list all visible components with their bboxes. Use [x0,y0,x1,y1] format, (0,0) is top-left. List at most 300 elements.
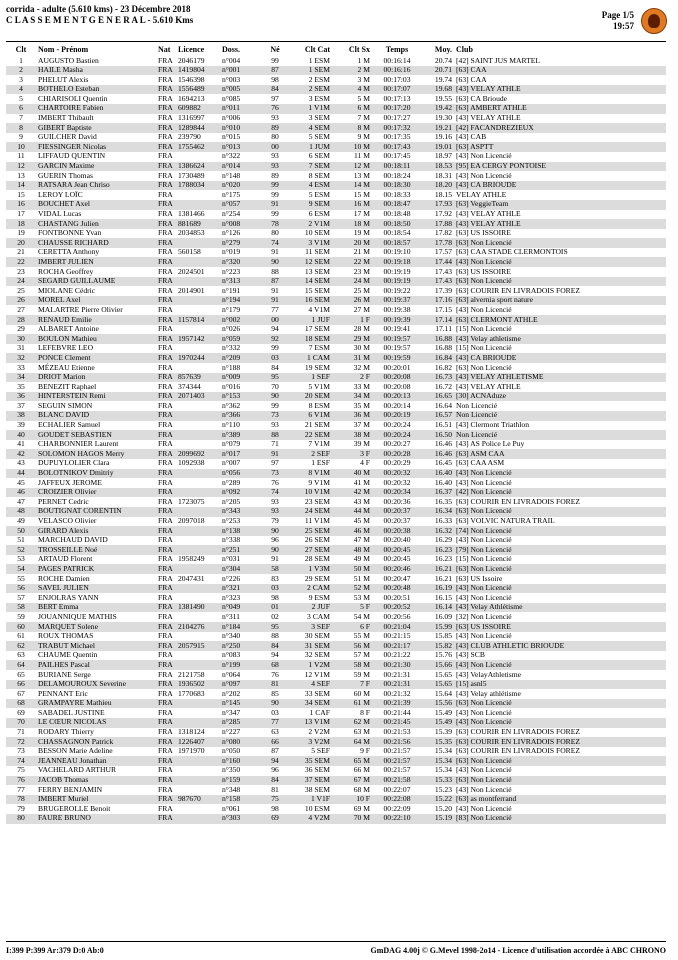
table-row [6,277,666,287]
cell-rank: 65 [17,670,25,679]
cell-time: 00:22:10 [372,814,422,824]
table-row [6,756,666,766]
cell-nationality: FRA [158,804,173,813]
table-row [6,526,666,536]
cell-club: [43] Non Licencié [456,631,512,641]
cell-nationality: FRA [158,785,173,794]
cell-nationality: FRA [156,660,176,670]
cell-name: ENJOLRAS YANN [38,593,99,602]
cell-rank: 46 [6,488,36,498]
cell-nationality: FRA [158,478,173,487]
cell-time: 00:20:46 [372,564,422,574]
cell-sex-rank: 70 M [332,814,372,824]
cell-speed: 16.19 [422,584,454,594]
cell-speed: 19.55 [434,94,452,103]
table-row [6,545,666,555]
cell-nationality: FRA [156,181,176,191]
cell-time: 00:19:18 [372,257,422,267]
cell-sex-rank: 12 M [332,162,372,172]
cell-speed: 17.44 [422,257,454,267]
cell-club: [43] Non Licencié [456,708,512,717]
cell-club: [43] VelayAthletisme [456,670,522,679]
cell-license: 2046179 [178,56,205,65]
organizer-logo [641,8,667,34]
cell-license [176,257,220,267]
cell-bib: n°313 [220,277,262,287]
table-row [6,564,666,574]
cell-birth-year: 99 [271,209,279,218]
cell-name: LEFEBVRE LEO [38,343,94,353]
cell-license [176,411,220,421]
cell-name: FERRY BENJAMIN [38,785,103,794]
cell-category-rank: 10 V1M [288,488,332,498]
cell-nationality: FRA [158,171,173,180]
cell-bib: n°009 [220,373,262,383]
cell-nationality: FRA [156,603,176,613]
cell-name: BESSON Marie Adeline [38,746,113,756]
cell-rank: 18 [6,219,36,229]
column-header-bib: Doss. [222,44,241,54]
cell-club: [43] Non Licencié [454,660,666,670]
cell-sex-rank: 25 M [353,286,370,295]
cell-name: IMBERT Muriel [36,795,156,805]
cell-sex-rank: 20 M [332,238,372,248]
print-time: 19:57 [613,21,634,31]
cell-birth-year: 00 [262,142,288,152]
cell-name: BOUCHET Axel [36,200,156,210]
cell-license: 1381466 [178,209,205,218]
cell-sex-rank: 28 M [353,324,370,334]
cell-time: 00:20:45 [372,545,422,555]
table-row [6,248,666,258]
cell-license: 1386624 [176,162,220,172]
table-row [6,584,666,594]
cell-category-rank: 17 SEM [304,324,330,334]
cell-nationality: FRA [158,420,173,430]
cell-bib: n°184 [220,622,262,632]
page-info [602,10,634,32]
cell-category-rank: 6 V1M [288,411,332,421]
cell-time: 00:19:19 [372,277,422,287]
cell-license [176,564,220,574]
cell-name: ROUX THOMAS [38,631,94,641]
cell-club: [43] CAB [456,132,487,142]
cell-license [176,344,220,354]
cell-club: [63] VeggieTeam [454,200,666,210]
cell-time: 00:19:37 [372,296,422,306]
cell-category-rank: 33 SEM [304,689,330,698]
cell-nationality: FRA [158,516,173,525]
cell-sex-rank: 1 F [332,315,372,325]
cell-license [176,785,220,795]
cell-rank: 76 [6,776,36,786]
cell-sex-rank: 56 M [332,641,372,651]
cell-nationality: FRA [156,622,176,632]
cell-sex-rank: 7 F [332,680,372,690]
cell-sex-rank: 68 M [353,785,370,794]
cell-nationality: FRA [156,507,176,517]
cell-name: BOUTIGNAT CORENTIN [36,507,156,517]
cell-sex-rank: 57 M [353,650,370,660]
cell-rank: 63 [17,650,25,660]
cell-category-rank: 5 SEM [308,132,330,142]
footer-license: GmDAG 4.00j © G.Mevel 1998-2o14 - Licence d'utilisation accordée à ABC CHRONO [370,946,666,955]
cell-rank: 61 [17,631,25,641]
cell-category-rank: 4 SEM [288,123,332,133]
cell-birth-year: 91 [271,554,279,564]
cell-rank: 15 [17,190,25,199]
cell-birth-year: 91 [262,200,288,210]
cell-license [176,296,220,306]
table-row [6,200,666,210]
cell-sex-rank: 39 M [353,439,370,449]
cell-name: BURIANE Serge [38,670,91,679]
cell-category-rank: 2 CAM [288,584,332,594]
table-row [6,181,666,191]
cell-rank: 73 [17,746,25,756]
cell-license: 857639 [176,373,220,383]
cell-club: [63] Non Licencié [454,756,666,766]
cell-category-rank: 9 SEM [288,200,332,210]
cell-time: 00:18:24 [383,171,411,180]
cell-license: 1770683 [178,689,205,698]
cell-license: 1936502 [176,680,220,690]
cell-speed: 15.99 [422,622,454,632]
cell-category-rank: 1 JUF [288,315,332,325]
cell-nationality: FRA [156,449,176,459]
cell-sex-rank: 17 M [353,209,370,218]
cell-name: VACHELARD ARTHUR [38,765,117,775]
cell-speed: 15.34 [434,746,452,756]
cell-name: PAGES PATRICK [36,564,156,574]
cell-license: 1957142 [176,334,220,344]
cell-club: [43] Non Licencié [456,478,512,487]
cell-sex-rank: 46 M [332,526,372,536]
cell-time: 00:19:57 [372,334,422,344]
cell-birth-year: 58 [262,564,288,574]
cell-category-rank: 4 ESM [288,181,332,191]
cell-name: SEGARD GUILLAUME [36,277,156,287]
cell-bib: n°145 [220,699,262,709]
cell-license [176,593,220,603]
cell-time: 00:21:44 [383,708,411,717]
cell-category-rank: 12 SEM [288,257,332,267]
cell-rank: 53 [17,554,25,564]
cell-name: GOUDET SEBASTIEN [36,430,156,440]
cell-category-rank: 3 ESM [308,94,330,103]
cell-name: JAFFEUX JEROME [38,478,102,487]
cell-license [176,526,220,536]
cell-sex-rank: 6 F [332,622,372,632]
cell-bib: n°362 [222,401,241,410]
table-row [6,804,666,814]
table-row [6,747,666,757]
table-row [6,449,666,459]
cell-name: BLANC DAVID [36,411,156,421]
cell-name: SAVEL JULIEN [36,584,156,594]
cell-bib: n°056 [220,469,262,479]
table-row [6,622,666,632]
table-row [6,670,666,680]
cell-nationality: FRA [158,746,173,756]
cell-speed: 15.49 [434,708,452,717]
cell-nationality: FRA [156,66,176,76]
cell-nationality: FRA [158,401,173,410]
cell-rank: 75 [17,765,25,775]
cell-time: 00:22:08 [372,795,422,805]
cell-speed: 16.82 [434,363,452,372]
cell-club: [43] Clermont Triathlon [456,420,529,430]
cell-nationality: FRA [158,363,173,372]
table-row [6,286,666,296]
cell-sex-rank: 19 M [353,228,370,238]
column-header-speed: Moy. [434,44,452,54]
cell-speed: 16.21 [434,574,452,583]
table-row [6,459,666,469]
cell-birth-year: 99 [262,181,288,191]
column-header-name: Nom - Prénom [38,44,89,54]
cell-sex-rank: 8 M [332,123,372,133]
table-row [6,440,666,450]
cell-sex-rank: 40 M [332,469,372,479]
cell-bib: n°092 [220,488,262,498]
cell-sex-rank: 7 M [357,113,370,123]
cell-club: [43] Non Licencié [456,305,512,314]
cell-time: 00:21:58 [372,776,422,786]
cell-category-rank: 5 SEF [311,746,330,756]
cell-bib: n°158 [220,795,262,805]
cell-club: [15] Non Licencié [456,324,512,334]
cell-sex-rank: 6 M [332,104,372,114]
cell-sex-rank: 9 M [357,132,370,142]
cell-speed: 15.82 [422,641,454,651]
cell-license: 2104276 [176,622,220,632]
table-row [6,469,666,479]
cell-club: [43] Non Licencié [456,765,512,775]
cell-time: 00:17:43 [372,142,422,152]
cell-speed: 20.71 [422,66,454,76]
cell-speed: 17.16 [422,296,454,306]
cell-nationality: FRA [158,535,173,545]
cell-license [176,305,220,315]
cell-birth-year: 74 [262,488,288,498]
cell-name: HAILE Masha [36,66,156,76]
cell-time: 00:21:57 [383,746,411,756]
cell-category-rank: 11 SEM [305,247,330,257]
cell-bib: n°188 [222,363,241,372]
table-row [6,382,666,392]
cell-bib: n°148 [222,171,241,180]
cell-category-rank: 1 V2M [288,660,332,670]
cell-rank: 28 [6,315,36,325]
table-row [6,795,666,805]
cell-bib: n°343 [220,507,262,517]
table-row [6,133,666,143]
cell-time: 00:18:50 [372,219,422,229]
cell-time: 00:19:59 [372,353,422,363]
cell-birth-year: 78 [262,219,288,229]
cell-speed: 15.19 [422,814,454,824]
cell-rank: 35 [17,382,25,391]
column-header-rank: Clt [15,44,27,54]
cell-category-rank: 28 SEM [304,554,330,564]
cell-club: [43] Non Licencié [456,151,512,161]
cell-birth-year: 98 [271,804,279,813]
cell-club: [63] Non Licencié [454,776,666,786]
cell-speed: 17.88 [422,219,454,229]
cell-category-rank: 4 V1M [308,305,330,314]
cell-name: PERNET Cedric [38,497,89,506]
cell-rank: 70 [6,718,36,728]
cell-category-rank: 1 V3M [288,564,332,574]
cell-name: JEANNEAU Jonathan [36,756,156,766]
cell-speed: 16.72 [434,382,452,391]
cell-category-rank: 23 SEM [304,497,330,506]
cell-bib: n°080 [220,737,262,747]
cell-speed: 19.42 [422,104,454,114]
table-row [6,718,666,728]
cell-club: [63] COURIR EN LIVRADOIS FOREZ [454,737,666,747]
cell-bib: n°160 [220,756,262,766]
table-row [6,651,666,661]
cell-time: 00:19:41 [383,324,411,334]
cell-sex-rank: 13 M [353,171,370,180]
cell-birth-year: 98 [271,593,279,602]
cell-license [176,238,220,248]
cell-name: ROCHE Damien [38,574,90,583]
cell-nationality: FRA [158,382,173,391]
cell-club: [63] COURIR EN LIVRADOIS FOREZ [456,727,581,737]
cell-category-rank: 3 V1M [288,238,332,248]
table-row [6,114,666,124]
cell-birth-year: 94 [271,324,279,334]
cell-time: 00:20:37 [383,516,411,525]
cell-birth-year: 91 [262,296,288,306]
cell-bib: n°251 [220,545,262,555]
cell-category-rank: 2 SEM [288,85,332,95]
cell-club: [43] CLUB ATHLETIC BRIOUDE [454,641,666,651]
cell-time: 00:20:24 [383,420,411,430]
cell-speed: 16.57 [422,411,454,421]
cell-category-rank: 7 SEM [288,162,332,172]
cell-birth-year: 03 [262,584,288,594]
cell-rank: 3 [19,75,23,84]
cell-category-rank: 6 SEM [308,151,330,161]
cell-time: 00:20:28 [372,449,422,459]
cell-name: ECHALIER Samuel [38,420,101,430]
cell-nationality: FRA [158,727,173,737]
cell-category-rank: 4 V2M [288,814,332,824]
cell-sex-rank: 66 M [353,765,370,775]
cell-time: 00:21:04 [372,622,422,632]
cell-birth-year: 88 [262,430,288,440]
cell-nationality: FRA [156,411,176,421]
cell-club: [95] EA CERGY PONTOISE [454,162,666,172]
table-row [6,766,666,776]
table-row [6,94,666,104]
table-row [6,296,666,306]
cell-name: SABADEL JUSTINE [38,708,105,717]
cell-category-rank: 2 SEF [288,449,332,459]
cell-bib: n°014 [220,162,262,172]
cell-category-rank: 2 V2M [308,727,330,737]
cell-birth-year: 95 [262,373,288,383]
cell-club: [43] Non Licencié [454,718,666,728]
cell-name: DUPUYLOLIER Clara [38,458,110,468]
cell-club: [63] CAA [456,75,487,84]
cell-bib: n°050 [222,746,241,756]
cell-sex-rank: 11 M [354,151,370,161]
cell-speed: 16.33 [434,516,452,525]
cell-nationality: FRA [156,85,176,95]
cell-name: GIRARD Alexis [36,526,156,536]
cell-club: [43] SCB [456,650,485,660]
cell-speed: 15.66 [422,660,454,670]
cell-speed: 18.97 [434,151,452,161]
cell-nationality: FRA [156,564,176,574]
cell-category-rank: 1 SEM [288,66,332,76]
table-row [6,574,666,584]
cell-rank: 40 [6,430,36,440]
table-row [6,66,666,76]
cell-nationality: FRA [158,612,173,621]
cell-license [176,545,220,555]
cell-license: 1381490 [176,603,220,613]
cell-bib: n°321 [220,584,262,594]
cell-speed: 15.64 [434,689,452,698]
cell-bib: n°015 [222,132,241,142]
cell-license: 2024501 [178,267,205,276]
cell-name: MÉZEAU Etienne [38,363,95,372]
cell-club: [43] Velay athletisme [454,334,666,344]
table-row [6,305,666,315]
cell-time: 00:21:57 [383,765,411,775]
cell-name: DRIOT Marion [36,373,156,383]
cell-sex-rank: 42 M [332,488,372,498]
cell-nationality: FRA [156,756,176,766]
cell-category-rank: 4 SEF [288,680,332,690]
cell-time: 00:16:14 [383,56,411,65]
cell-speed: 19.30 [434,113,452,123]
cell-time: 00:19:38 [383,305,411,314]
cell-speed: 18.20 [422,181,454,191]
cell-club: [43] Non Licencié [454,257,666,267]
cell-sex-rank: 35 M [353,401,370,410]
cell-time: 00:20:47 [383,574,411,583]
cell-rank: 1 [19,56,23,65]
table-row [6,612,666,622]
cell-sex-rank: 44 M [332,507,372,517]
cell-birth-year: 95 [262,622,288,632]
cell-license: 1092938 [178,458,205,468]
table-row [6,344,666,354]
cell-name: ROCHA Geoffrey [38,267,94,276]
cell-license [176,584,220,594]
cell-rank: 31 [17,343,25,353]
cell-name: RENAUD Emilie [36,315,156,325]
cell-speed: 15.22 [422,795,454,805]
cell-name: ALBARET Antoine [38,324,99,334]
cell-club: [32] Non Licencié [456,612,512,621]
results-table [6,44,666,824]
cell-time: 00:18:54 [383,228,411,238]
cell-sex-rank: 64 M [332,737,372,747]
cell-time: 00:21:22 [383,650,411,660]
cell-sex-rank: 37 M [353,420,370,430]
cell-club: [63] as montferrand [454,795,666,805]
cell-name: CHASSAGNON Patrick [36,737,156,747]
header-rule [6,41,666,42]
